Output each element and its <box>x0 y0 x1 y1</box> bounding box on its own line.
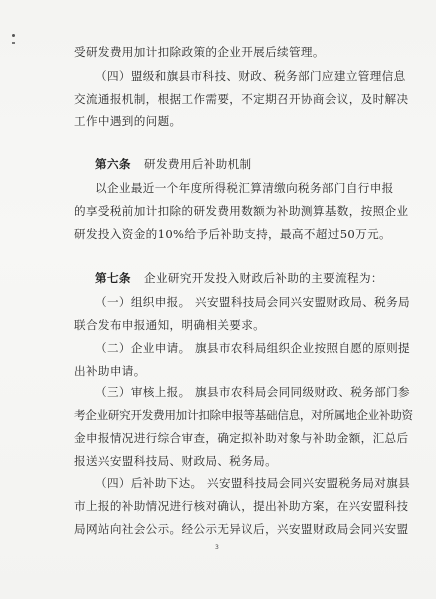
text-line: 交流通报机制，根据工作需要，不定期召开协商会议，及时解决 <box>74 92 409 106</box>
article-title: 研发费用后补助机制 <box>144 157 252 171</box>
step-label: （四）后补助下达。 <box>95 476 203 490</box>
text-line: 金申报情况进行综合审查，确定拟补助对象与补助金额，汇总后 <box>74 431 409 445</box>
text-line: 联合发布申报通知，明确相关要求。 <box>74 318 266 332</box>
article-label: 第七条 <box>95 271 131 285</box>
text-line: 受研发费用加计扣除政策的企业开展后续管理。 <box>74 45 325 59</box>
text-line: 的享受税前加计扣除的研发费用数额为补助测算基数，按照企业 <box>74 204 409 218</box>
text-line: 工作中遇到的问题。 <box>74 114 182 128</box>
step-label: （二）企业申请。 <box>95 341 191 355</box>
text-line: （四）盟级和旗县市科技、财政、税务部门应建立管理信息 <box>95 69 406 83</box>
article-title: 企业研究开发投入财政后补助的主要流程为： <box>144 271 383 285</box>
step-label: （三）审核上报。 <box>95 385 191 399</box>
text-line: 局网站向社会公示。经公示无异议后，兴安盟财政局会同兴安盟 <box>74 522 409 536</box>
step-label: （一）组织申报。 <box>95 295 191 309</box>
page-number: 3 <box>215 544 219 551</box>
scan-mark <box>12 34 15 37</box>
text-line: 出补助申请。 <box>74 364 146 378</box>
text-line: 以企业最近一个年度所得税汇算清缴向税务部门自行申报 <box>95 181 394 195</box>
text-line: 旗县市农科局组织企业按照自愿的原则提 <box>195 341 410 355</box>
text-line: 兴安盟科技局会同兴安盟财政局、税务局 <box>195 295 410 309</box>
text-line: 研发投入资金的10%给予后补助支持，最高不超过50万元。 <box>74 227 391 241</box>
text-line: 考企业研究开发费用加计扣除申报等基础信息，对所属地企业补助资 <box>74 408 413 422</box>
scan-mark <box>12 42 15 44</box>
text-line: 兴安盟科技局会同兴安盟税务局对旗县 <box>207 476 411 490</box>
text-line: 旗县市农科局会同同级财政、税务部门参 <box>195 385 410 399</box>
text-line: 市上报的补助情况进行核对确认，提出补助方案，在兴安盟科技 <box>74 499 409 513</box>
article-label: 第六条 <box>95 157 131 171</box>
text-line: 报送兴安盟科技局、财政局、税务局。 <box>74 454 278 468</box>
